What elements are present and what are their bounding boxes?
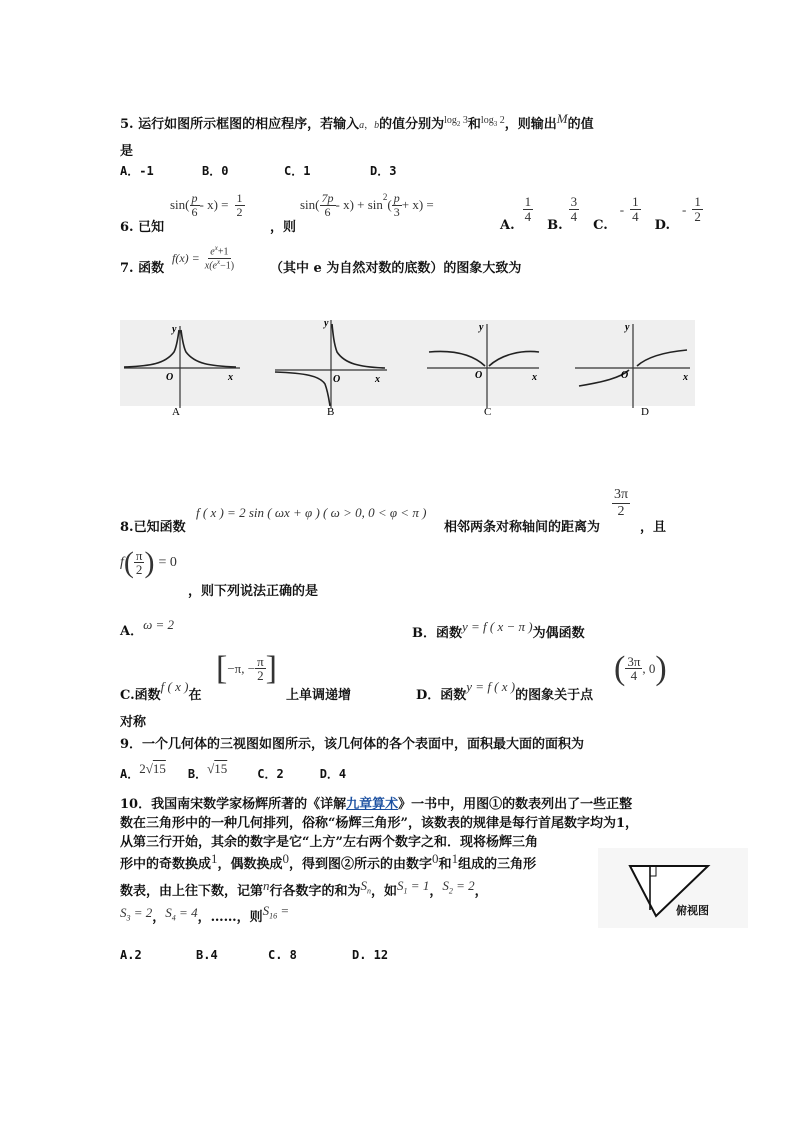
q5-line2: 是 xyxy=(120,144,134,159)
q9-option-a: A． xyxy=(120,767,140,781)
q5-option-b: B．0 xyxy=(202,164,229,178)
q9-option-b-value: √15 xyxy=(207,760,228,776)
q10-line3: 从第三行开始，其余的数字是它“上方”左右两个数字之和．现将杨辉三角 xyxy=(120,835,538,850)
q6-option-c: C. xyxy=(593,218,608,233)
graph-a-y-label: y xyxy=(172,324,177,335)
q10-line2: 数在三角形中的一种几何排列，俗称“杨辉三角形”，该数表的规律是每行首尾数字均为1， xyxy=(120,816,639,831)
q8-distance: $\frac{3\pi}{2}$ xyxy=(614,487,629,519)
q8-prefix: 8.已知函数 xyxy=(120,520,186,535)
q8-option-c-tail: 上单调递增 xyxy=(286,688,352,703)
q8-then: ，则下列说法正确的是 xyxy=(188,584,319,599)
top-view-label: 俯视图 xyxy=(676,905,709,917)
q5-option-d: D．3 xyxy=(370,164,397,178)
q9-option-d: D．4 xyxy=(319,767,347,781)
q8-option-c: C.函数f ( x )在 xyxy=(120,679,202,703)
q9-option-b: B． xyxy=(187,767,208,781)
graph-b-y-label: y xyxy=(324,318,329,329)
q10-line5: 数表，由上往下数，记第n行各数字的和为$S_n$，如$S_1 = 1$，$S_2 = 2$， xyxy=(120,878,488,899)
q6-expr: sin( $\frac{7p}{6}$ - x) + sin $^2$ ( $\frac{p}{3}$ + x) = xyxy=(300,191,434,219)
graph-a-letter: A xyxy=(172,406,180,418)
frac-1-2: $\frac{1}{2}$ xyxy=(236,191,243,219)
q7-graphs xyxy=(120,312,695,422)
var-M: M xyxy=(556,111,568,126)
q9-options xyxy=(120,760,347,782)
graph-d-letter: D xyxy=(641,406,649,418)
q6-option-d: D. xyxy=(654,218,670,233)
q8-option-b: B．函数y = f ( x − π )为偶函数 xyxy=(412,619,585,641)
graph-d-y-label: y xyxy=(625,322,630,333)
q8-func: f ( x ) = 2 sin ( ωx + φ ) ( ω > 0, 0 < φ < π ) xyxy=(196,505,427,520)
q8-condition: f ( $\frac{\pi}{2}$ ) = 0 xyxy=(120,546,177,579)
graph-c-x-label: x xyxy=(532,372,537,383)
q6-known: sin( $\frac{p}{6}$ - x) = $\frac{1}{2}$ xyxy=(170,191,243,219)
q9-option-c: C．2 xyxy=(257,767,284,781)
graphs-background xyxy=(120,320,695,406)
q7-func: f(x) = $\frac{e^x+1}{x(e^x-1)}$ xyxy=(172,244,235,272)
q6-then: ，则 xyxy=(270,220,297,235)
q6-option-b: B. xyxy=(547,218,563,233)
q9-option-a-value: 2√15 xyxy=(139,760,166,776)
q10-option-a: A.2 xyxy=(120,948,142,962)
q10-line1: 10．我国南宋数学家杨辉所著的《详解九章算术》一书中，用图①的数表列出了一些正整 xyxy=(120,797,633,812)
graph-a-x-label: x xyxy=(228,372,233,383)
q5-options xyxy=(120,162,396,179)
q6-option-a: A. xyxy=(500,218,515,233)
q6-options: A. $\frac{1}{4}$ B. $\frac{3}{4}$ C. - $\frac{1}{4}$ D. - $\frac{1}{2}$ xyxy=(500,194,701,233)
graph-a-origin: O xyxy=(166,372,174,383)
q5-option-c: C．1 xyxy=(284,164,311,178)
q8-option-d-line2: 对称 xyxy=(120,715,147,730)
graph-c-origin: O xyxy=(475,370,483,381)
q10-line6: $S_3 = 2$，$S_4 = 4$，……，则$S_{16}$ = xyxy=(120,903,290,925)
var-a: a xyxy=(359,120,365,131)
graph-b-letter: B xyxy=(327,406,335,418)
var-b: b xyxy=(374,120,380,131)
log1: log2 3 xyxy=(444,115,468,128)
q10-book-link[interactable]: 九章算术 xyxy=(346,797,399,812)
q6-label: 6. 已知 xyxy=(120,220,165,235)
graph-b-origin: O xyxy=(333,374,341,385)
q7-label: 7. 函数 xyxy=(120,261,165,276)
q8-option-d-point: ( $\frac{3\pi}{4}$ , 0 ) xyxy=(614,650,667,687)
graph-b-x-label: x xyxy=(375,374,380,385)
q8-option-a: A．ω = 2 xyxy=(120,617,175,639)
q8-mid: 相邻两条对称轴间的距离为 xyxy=(444,520,601,535)
graph-c-letter: C xyxy=(484,406,492,418)
graph-d-x-label: x xyxy=(683,372,688,383)
top-view-figure xyxy=(598,848,748,928)
q5-option-a: A．-1 xyxy=(120,164,154,178)
q10-options xyxy=(120,948,388,962)
graph-c-y-label: y xyxy=(479,322,484,333)
q7-fraction: $\frac{e^x+1}{x(e^x-1)}$ xyxy=(204,244,235,272)
q8-and: ，且 xyxy=(640,520,667,535)
q8-option-d: D．函数y = f ( x )的图象关于点 xyxy=(416,679,594,703)
frac-p-6: $\frac{p}{6}$ xyxy=(191,191,198,219)
log2: log3 2 xyxy=(480,115,505,128)
q10-line4: 形中的奇数换成1，偶数换成0，得到图②所示的由数字0和1组成的三角形 xyxy=(120,851,537,872)
q7-suffix: （其中 e 为自然对数的底数）的图象大致为 xyxy=(270,261,522,276)
q10-option-d: D. 12 xyxy=(352,948,389,962)
q5-line1: 5. 运行如图所示框图的相应程序，若输入a，b的值分别为$^{log_2 3}$和$^{log_3 2}$，则输出M的值 xyxy=(120,111,594,132)
q10-option-c: C. 8 xyxy=(268,948,297,962)
q9-text: 9．一个几何体的三视图如图所示，该几何体的各个表面中，面积最大面的面积为 xyxy=(120,737,585,752)
graph-d-origin: O xyxy=(621,370,629,381)
q10-option-b: B.4 xyxy=(196,948,218,962)
q8-option-c-interval: [ −π, − $\frac{\pi}{2}$ ] xyxy=(216,650,277,687)
